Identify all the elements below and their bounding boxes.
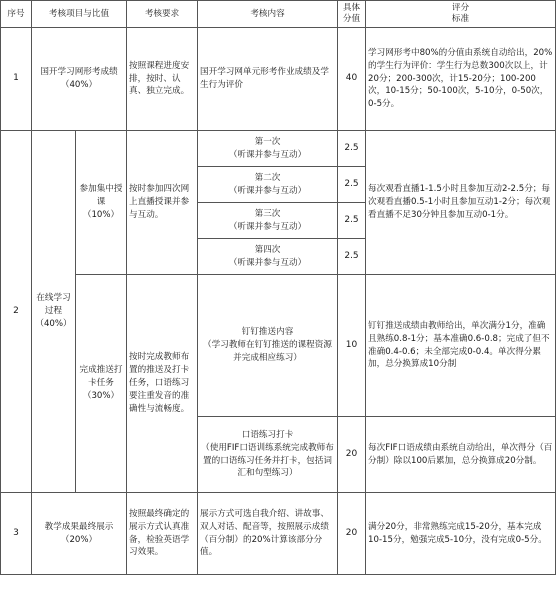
criteria-cell: 满分20分，非常熟练完成15-20分，基本完成10-15分，勉强完成5-10分，没有完成0-5分。: [366, 493, 556, 575]
seq-cell: 2: [1, 131, 32, 493]
header-seq: 序号: [1, 1, 32, 28]
criteria-cell: 每次FIF口语成绩由系统自动给出，单次得分（百分制）除以100后累加，总分换算成20分制。: [366, 417, 556, 493]
score-cell: 10: [338, 275, 366, 417]
req-cell: 按照最终确定的展示方式认真准备，检验英语学习效果。: [127, 493, 198, 575]
score-cell: 2.5: [338, 167, 366, 203]
header-score: 具体 分值: [338, 1, 366, 28]
header-criteria: 评分 标准: [366, 1, 556, 28]
table-row: [1, 275, 556, 417]
table-row: [1, 493, 556, 575]
seq-cell: 1: [1, 28, 32, 131]
req-cell: 按照课程进度安排，按时、认真、独立完成。: [127, 28, 198, 131]
content-cell: 第四次 （听课并参与互动）: [198, 239, 338, 275]
subitem-cell: 完成推送打卡任务 （30%）: [76, 275, 127, 493]
score-cell: 20: [338, 417, 366, 493]
score-cell: 40: [338, 28, 366, 131]
subitem-cell: 参加集中授课 （10%）: [76, 131, 127, 275]
req-cell: 按时完成教师布置的推送及打卡任务，口语练习要注重发音的准确性与流畅度。: [127, 275, 198, 493]
item-cell: 国开学习网形考成绩 （40%）: [32, 28, 127, 131]
criteria-cell: 每次观看直播1-1.5小时且参加互动2-2.5分；每次观看直播0.5-1小时且参加互动1-2分；每次观看直播不足30分钟且参加互动0-1分。: [366, 131, 556, 275]
score-cell: 2.5: [338, 131, 366, 167]
criteria-cell: 钉钉推送成绩由教师给出，单次满分1分，准确且熟练0.8-1分；基本准确0.6-0.8；完成了但不准确0.4-0.6；未全部完成0-0.4。单次得分累加，总分换算成10分制: [366, 275, 556, 417]
item-cell: 教学成果最终展示 （20%）: [32, 493, 127, 575]
score-cell: 20: [338, 493, 366, 575]
content-cell: 钉钉推送内容 （学习教师在钉钉推送的课程资源并完成相应练习）: [198, 275, 338, 417]
criteria-cell: 学习网形考中80%的分值由系统自动给出，20%的学生行为评价：学生行为总数300次以上，计20分；200-300次，计15-20分；100-200次，10-15分；50-100次，5-10分，0-50次，0-5分。: [366, 28, 556, 131]
content-cell: 第一次 （听课并参与互动）: [198, 131, 338, 167]
score-cell: 2.5: [338, 239, 366, 275]
content-cell: 口语练习打卡 （使用FIF口语训练系统完成教师布置的口语练习任务并打卡，包括词汇和句型练习）: [198, 417, 338, 493]
content-cell: 第二次 （听课并参与互动）: [198, 167, 338, 203]
header-item: 考核项目与比值: [32, 1, 127, 28]
header-content: 考核内容: [198, 1, 338, 28]
header-row: [1, 1, 556, 28]
item-cell: 在线学习过程 （40%）: [32, 131, 76, 493]
table-row: [1, 131, 556, 167]
content-cell: 第三次 （听课并参与互动）: [198, 203, 338, 239]
header-req: 考核要求: [127, 1, 198, 28]
content-cell: 展示方式可选自我介绍、讲故事、双人对话、配音等，按照展示成绩（百分制）的20%计算该部分分值。: [198, 493, 338, 575]
req-cell: 按时参加四次网上直播授课并参与互动。: [127, 131, 198, 275]
score-cell: 2.5: [338, 203, 366, 239]
seq-cell: 3: [1, 493, 32, 575]
content-cell: 国开学习网单元形考作业成绩及学生行为评价: [198, 28, 338, 131]
table-row: [1, 28, 556, 131]
